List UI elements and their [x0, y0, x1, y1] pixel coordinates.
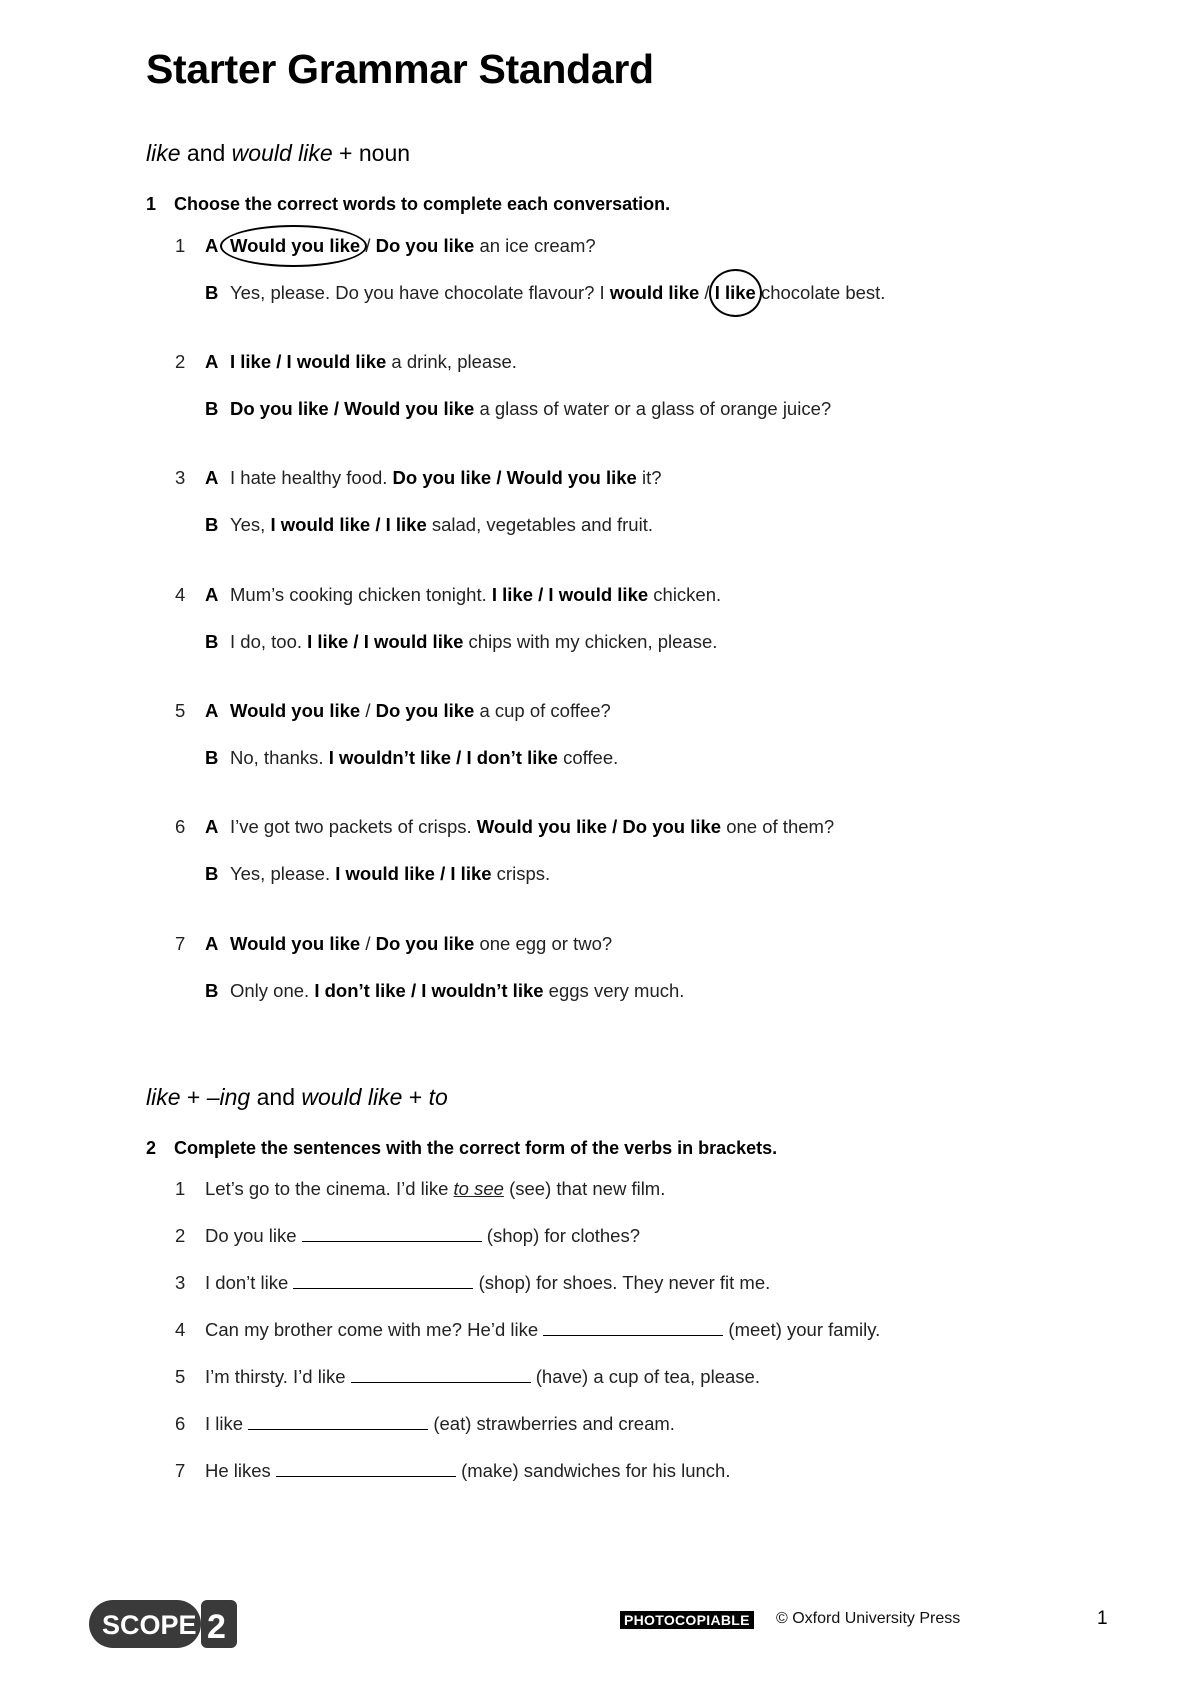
sentence-start: I’m thirsty. I’d like: [205, 1366, 351, 1387]
item-number: 1: [175, 235, 186, 256]
sentence-text: Yes,: [230, 514, 271, 535]
speaker-label: B: [205, 631, 219, 652]
speaker-label: A: [205, 351, 219, 372]
sentence-text: salad, vegetables and fruit.: [426, 514, 653, 535]
sentence-text: Only one.: [230, 980, 315, 1001]
item-number: 7: [175, 933, 186, 954]
sentence-start: Do you like: [205, 1225, 302, 1246]
photocopiable-badge: PHOTOCOPIABLE: [620, 1611, 754, 1629]
item-number: 5: [175, 1366, 186, 1387]
instruction-number: 2: [146, 1138, 157, 1158]
answer-option: Would you like / Do you like: [476, 816, 722, 837]
sentence-text: No, thanks.: [230, 747, 329, 768]
sentence-end: (shop) for shoes. They never fit me.: [473, 1272, 771, 1293]
heading-fragment: +: [180, 1084, 207, 1110]
speaker-label: A: [205, 816, 219, 837]
heading-fragment: to: [428, 1084, 448, 1110]
speaker-label: A: [205, 584, 219, 605]
sentence-text: chips with my chicken, please.: [463, 631, 718, 652]
conversation-line-b: [205, 747, 618, 769]
sentence-text: Yes, please. Do you have chocolate flavour? I: [230, 282, 610, 303]
speaker-label: B: [205, 282, 219, 303]
sentence-text: a drink, please.: [386, 351, 517, 372]
sentence-end: (make) sandwiches for his lunch.: [455, 1460, 731, 1481]
answer-blank[interactable]: [351, 1366, 531, 1383]
conversation-line-b: [205, 282, 885, 304]
sentence-text: /: [360, 235, 376, 256]
sentence-text: one of them?: [721, 816, 835, 837]
sentence-start: I like: [205, 1413, 249, 1434]
heading-fragment: like: [146, 1084, 181, 1110]
heading-fragment: would like: [231, 140, 333, 166]
answer-option: Do you like / Would you like: [392, 467, 637, 488]
sentence-end: (have) a cup of tea, please.: [530, 1366, 760, 1387]
speaker-label: B: [205, 863, 219, 884]
sentence-start: Can my brother come with me? He’d like: [205, 1319, 544, 1340]
sentence-text: Mum’s cooking chicken tonight.: [230, 584, 492, 605]
sentence-text: chicken.: [648, 584, 722, 605]
item-number: 3: [175, 1272, 186, 1293]
conversation-line-a: [175, 467, 662, 489]
sentence-text: chocolate best.: [755, 282, 886, 303]
heading-fragment: and: [180, 140, 232, 166]
heading-fragment: like: [146, 140, 181, 166]
conversation-line-a: [175, 351, 517, 373]
heading-fragment: + noun: [332, 140, 411, 166]
speaker-label: A: [205, 235, 219, 256]
section-1-heading: [146, 140, 410, 167]
exercise-item: [175, 1460, 730, 1482]
item-number: 4: [175, 584, 186, 605]
sentence-start: He likes: [205, 1460, 276, 1481]
sentence-text: /: [699, 282, 715, 303]
exercise-item: [175, 1272, 770, 1294]
item-number: 2: [175, 351, 186, 372]
logo-number: 2: [207, 1608, 226, 1646]
answer-option: Would you like: [230, 933, 361, 954]
scope-logo: [88, 1598, 238, 1650]
instruction-text: Choose the correct words to complete each conversation.: [174, 194, 671, 214]
conversation-line-a: [175, 700, 611, 722]
conversation-line-b: [205, 980, 684, 1002]
circled-answer: Would you like: [230, 235, 361, 256]
exercise-item: [175, 1366, 760, 1388]
speaker-label: B: [205, 514, 219, 535]
sentence-end: (shop) for clothes?: [481, 1225, 641, 1246]
answer-option: I like / I would like: [230, 351, 387, 372]
section-2-instruction: [146, 1138, 777, 1159]
conversation-line-a: [175, 584, 722, 606]
page-title: Starter Grammar Standard: [146, 46, 654, 92]
answer-blank[interactable]: [293, 1272, 473, 1289]
item-number: 6: [175, 816, 186, 837]
heading-fragment: –ing: [206, 1084, 251, 1110]
answer-option: I wouldn’t like / I don’t like: [328, 747, 558, 768]
answer-option: I would like / I like: [270, 514, 427, 535]
heading-fragment: +: [402, 1084, 429, 1110]
speaker-label: A: [205, 933, 219, 954]
item-number: 6: [175, 1413, 186, 1434]
speaker-label: B: [205, 747, 219, 768]
sentence-end: (see) that new film.: [503, 1178, 666, 1199]
sentence-text: /: [360, 933, 376, 954]
answer-blank[interactable]: [302, 1225, 482, 1242]
answer-option: Would you like: [230, 700, 361, 721]
answer-option: would like: [609, 282, 700, 303]
heading-fragment: and: [250, 1084, 302, 1110]
sentence-start: I don’t like: [205, 1272, 294, 1293]
sentence-text: a cup of coffee?: [474, 700, 611, 721]
item-number: 4: [175, 1319, 186, 1340]
item-number: 5: [175, 700, 186, 721]
example-answer: to see: [453, 1178, 504, 1199]
sentence-end: (eat) strawberries and cream.: [428, 1413, 675, 1434]
conversation-line-b: [205, 863, 550, 885]
answer-option: Do you like / Would you like: [230, 398, 475, 419]
exercise-item: [175, 1225, 640, 1247]
instruction-number: 1: [146, 194, 157, 214]
section-1-instruction: [146, 194, 670, 215]
sentence-text: I do, too.: [230, 631, 308, 652]
exercise-item: [175, 1178, 665, 1200]
sentence-text: it?: [636, 467, 662, 488]
answer-option: Do you like: [375, 933, 475, 954]
conversation-line-a: [175, 816, 835, 838]
answer-option: Do you like: [375, 235, 475, 256]
instruction-text: Complete the sentences with the correct form of the verbs in brackets.: [174, 1138, 778, 1158]
item-number: 3: [175, 467, 186, 488]
conversation-line-b: [205, 398, 831, 420]
sentence-text: coffee.: [557, 747, 619, 768]
sentence-end: (meet) your family.: [723, 1319, 881, 1340]
sentence-text: crisps.: [491, 863, 551, 884]
exercise-item: [175, 1319, 880, 1341]
sentence-start: Let’s go to the cinema. I’d like: [205, 1178, 454, 1199]
sentence-text: an ice cream?: [474, 235, 596, 256]
sentence-text: I hate healthy food.: [230, 467, 393, 488]
answer-option: I like / I would like: [491, 584, 649, 605]
conversation-line-a: [175, 933, 613, 955]
sentence-text: eggs very much.: [543, 980, 685, 1001]
section-2-heading: [146, 1084, 448, 1111]
answer-option: I don’t like / I wouldn’t like: [314, 980, 544, 1001]
item-number: 2: [175, 1225, 186, 1246]
sentence-text: one egg or two?: [474, 933, 613, 954]
speaker-label: B: [205, 398, 219, 419]
circled-answer: I like: [714, 282, 756, 303]
conversation-line-b: [205, 631, 717, 653]
sentence-text: a glass of water or a glass of orange juice?: [474, 398, 832, 419]
speaker-label: A: [205, 467, 219, 488]
answer-option: I like / I would like: [307, 631, 464, 652]
answer-option: I would like / I like: [335, 863, 492, 884]
conversation-line-a: [175, 235, 596, 257]
sentence-text: I’ve got two packets of crisps.: [230, 816, 477, 837]
speaker-label: B: [205, 980, 219, 1001]
heading-fragment: would like: [301, 1084, 403, 1110]
conversation-line-b: [205, 514, 653, 536]
sentence-text: /: [360, 700, 376, 721]
answer-blank[interactable]: [276, 1460, 456, 1477]
publisher-credit: © Oxford University Press: [776, 1610, 961, 1627]
exercise-item: [175, 1413, 675, 1435]
sentence-text: Yes, please.: [230, 863, 336, 884]
page-number: 1: [1097, 1608, 1108, 1629]
logo-word: SCOPE: [102, 1610, 197, 1640]
answer-option: Do you like: [375, 700, 475, 721]
answer-blank[interactable]: [248, 1413, 428, 1430]
item-number: 7: [175, 1460, 186, 1481]
speaker-label: A: [205, 700, 219, 721]
item-number: 1: [175, 1178, 186, 1199]
answer-blank[interactable]: [543, 1319, 723, 1336]
